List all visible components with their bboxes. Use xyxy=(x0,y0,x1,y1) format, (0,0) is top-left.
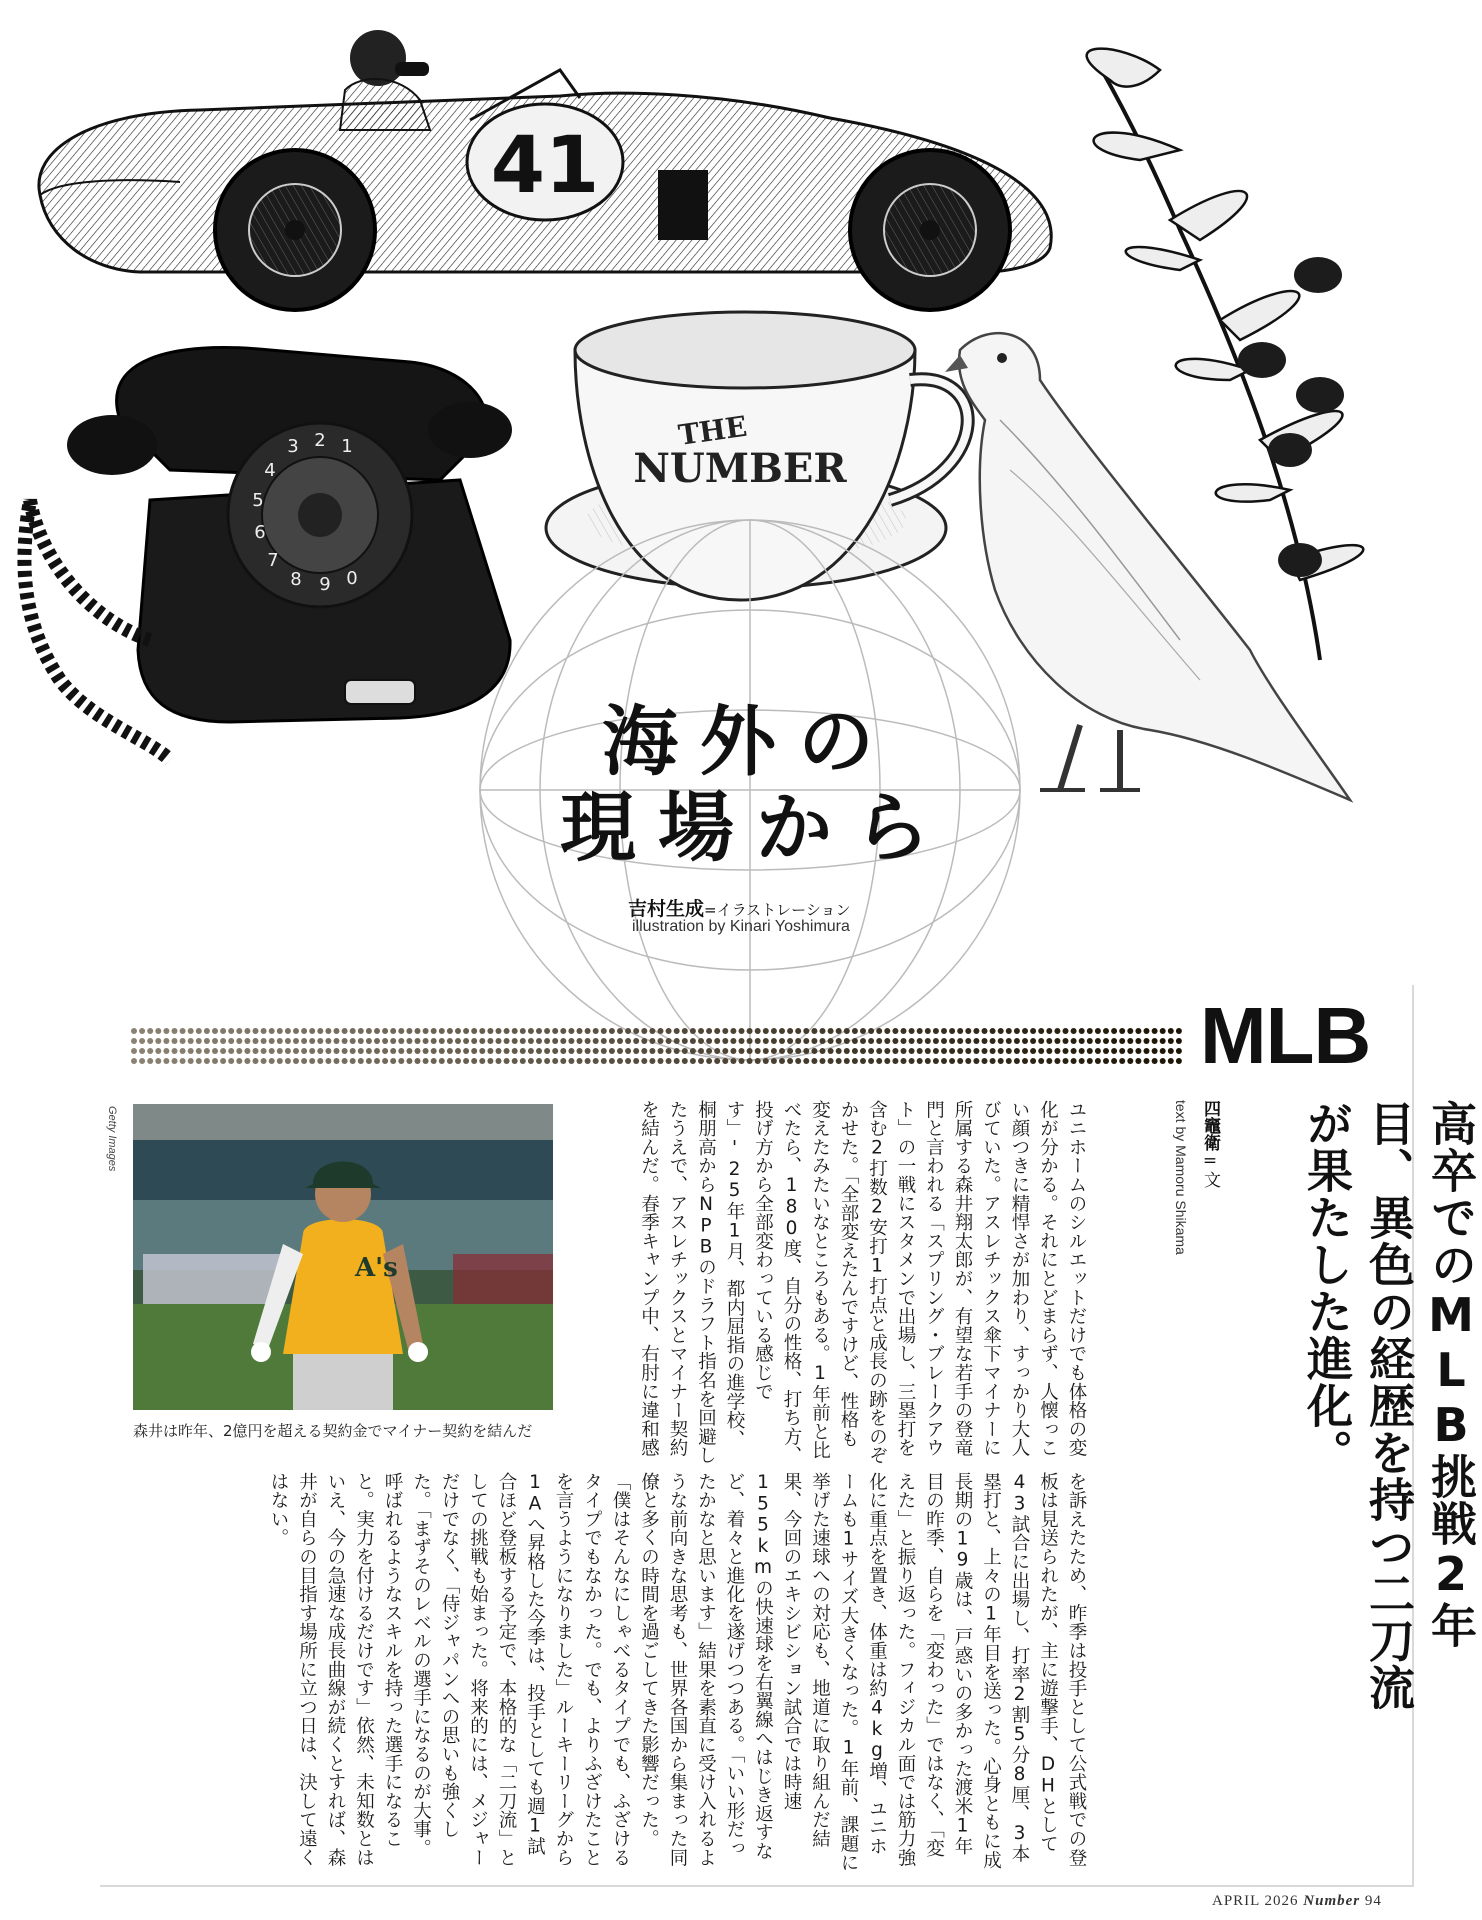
author-role: =文 xyxy=(1200,1151,1220,1188)
illustration-credit xyxy=(628,894,851,921)
byline-en: text by Mamoru Shikama xyxy=(1173,1100,1189,1255)
section-label: MLB xyxy=(1200,991,1371,1080)
telephone-illustration xyxy=(24,348,512,760)
illustrator-name: 吉村生成 xyxy=(628,898,705,920)
svg-text:0: 0 xyxy=(346,568,358,589)
photo-credit: Getty Images xyxy=(106,1106,118,1172)
svg-text:5: 5 xyxy=(252,490,264,511)
illustrator-role: =イラストレーション xyxy=(704,901,851,919)
folio-page: 94 xyxy=(1364,1893,1382,1909)
bottom-rule xyxy=(100,1885,1414,1887)
svg-text:3: 3 xyxy=(287,436,299,457)
cup-logo-number: NUMBER xyxy=(633,445,847,492)
body-text-upper: ユニホームのシルエットだけでも体格の変化が分かる。それにとどまらず、人懐っこい顔つきに精悍さが加わり、すっかり大人びていた。アスレチックス傘下マイナーに所属する森井翔太郎が、有望な若手の登竜門と言われる「スプリング・ブレークアウト」の一戦にスタメンで出場し、三塁打を含む2打数2安打1打点と成長の跡をのぞかせた。「全部変えたんですけど、性格も変えたみたいなところもある。1年前と比べたら、180度、自分の性格、打ち方、投げ方から全部変わっている感じです」'25年1月、都内屈指の進学校、桐朋高からNPBのドラフト指名を回避したうえで、アスレチックスとマイナー契約を結んだ。春季キャンプ中、右肘に違和感 xyxy=(638,1100,1087,1465)
svg-text:9: 9 xyxy=(319,574,331,595)
svg-text:1: 1 xyxy=(341,436,353,457)
car-number: 41 xyxy=(490,121,600,211)
race-car-illustration xyxy=(39,30,1051,310)
folio xyxy=(1212,1893,1382,1910)
jersey-logo: A's xyxy=(355,1253,398,1283)
dot-rule xyxy=(130,1026,1190,1068)
headline: 高卒でのMLB挑戦2年目、異色の経歴を持つ二刀流が果たした進化。 xyxy=(1300,1100,1478,1711)
svg-text:8: 8 xyxy=(290,569,302,590)
feature-title-line2: 現場から xyxy=(560,783,952,872)
folio-issue: APRIL 2026 xyxy=(1212,1893,1299,1909)
byline xyxy=(1198,1100,1223,1188)
body-text-lower: を訴えたため、昨季は投手として公式戦での登板は見送られたが、主に遊撃手、DHとして43試合に出場し、打率2割5分8厘、3本塁打と、上々の1年目を送った。心身ともに成長期の19歳は、戸惑いの多かった渡米1年目の昨季、自らを「変わった」ではなく、「変えた」と振り返った。フィジカル面では筋力強化に重点を置き、体重は約4kg増、ユニホームも1サイズ大きくなった。1年前、課題に挙げた速球への対応も、地道に取り組んだ結果、今回のエキシビション試合では時速155kmの快速球を右翼線へはじき返すなど、着々と進化を遂げつつある。「いい形だったかなと思います」結果を素直に受け入れるような前向きな思考も、世界各国から集まった同僚と多くの時間を過ごしてきた影響だった。「僕はそんなにしゃべるタイプでも、ふざけるタイプでもなかった。でも、よりふざけたことを言うようになりました」ルーキーリーグから1Aへ昇格した今季は、投手としても週1試合ほど登板する予定で、本格的な「二刀流」としての挑戦も始まった。将来的には、メジャーだけでなく、「侍ジャパンへの思いも強くした。「まずそのレベルの選手になるのが大事。呼ばれるようなスキルを持った選手になること。実力を付けるだけです」依然、未知数とはいえ、今の急速な成長曲線が続くとすれば、森井が自らの目指す場所に立つ日は、決して遠くはない。 xyxy=(268,1472,1087,1872)
player-photo xyxy=(133,1104,553,1410)
svg-text:7: 7 xyxy=(267,550,279,571)
feature-title-line1: 海外の xyxy=(602,697,896,786)
svg-text:6: 6 xyxy=(254,522,266,543)
folio-magazine: Number xyxy=(1303,1893,1361,1909)
svg-text:2: 2 xyxy=(314,430,326,451)
photo-caption: 森井は昨年、2億円を超える契約金でマイナー契約を結んだ xyxy=(133,1422,533,1440)
illustration-credit-en: illustration by Kinari Yoshimura xyxy=(632,918,850,935)
author-name: 四竈衛 xyxy=(1200,1100,1220,1151)
svg-text:4: 4 xyxy=(264,460,276,481)
coffee-cup-illustration xyxy=(546,312,968,600)
cup-logo-the: THE xyxy=(676,409,749,452)
